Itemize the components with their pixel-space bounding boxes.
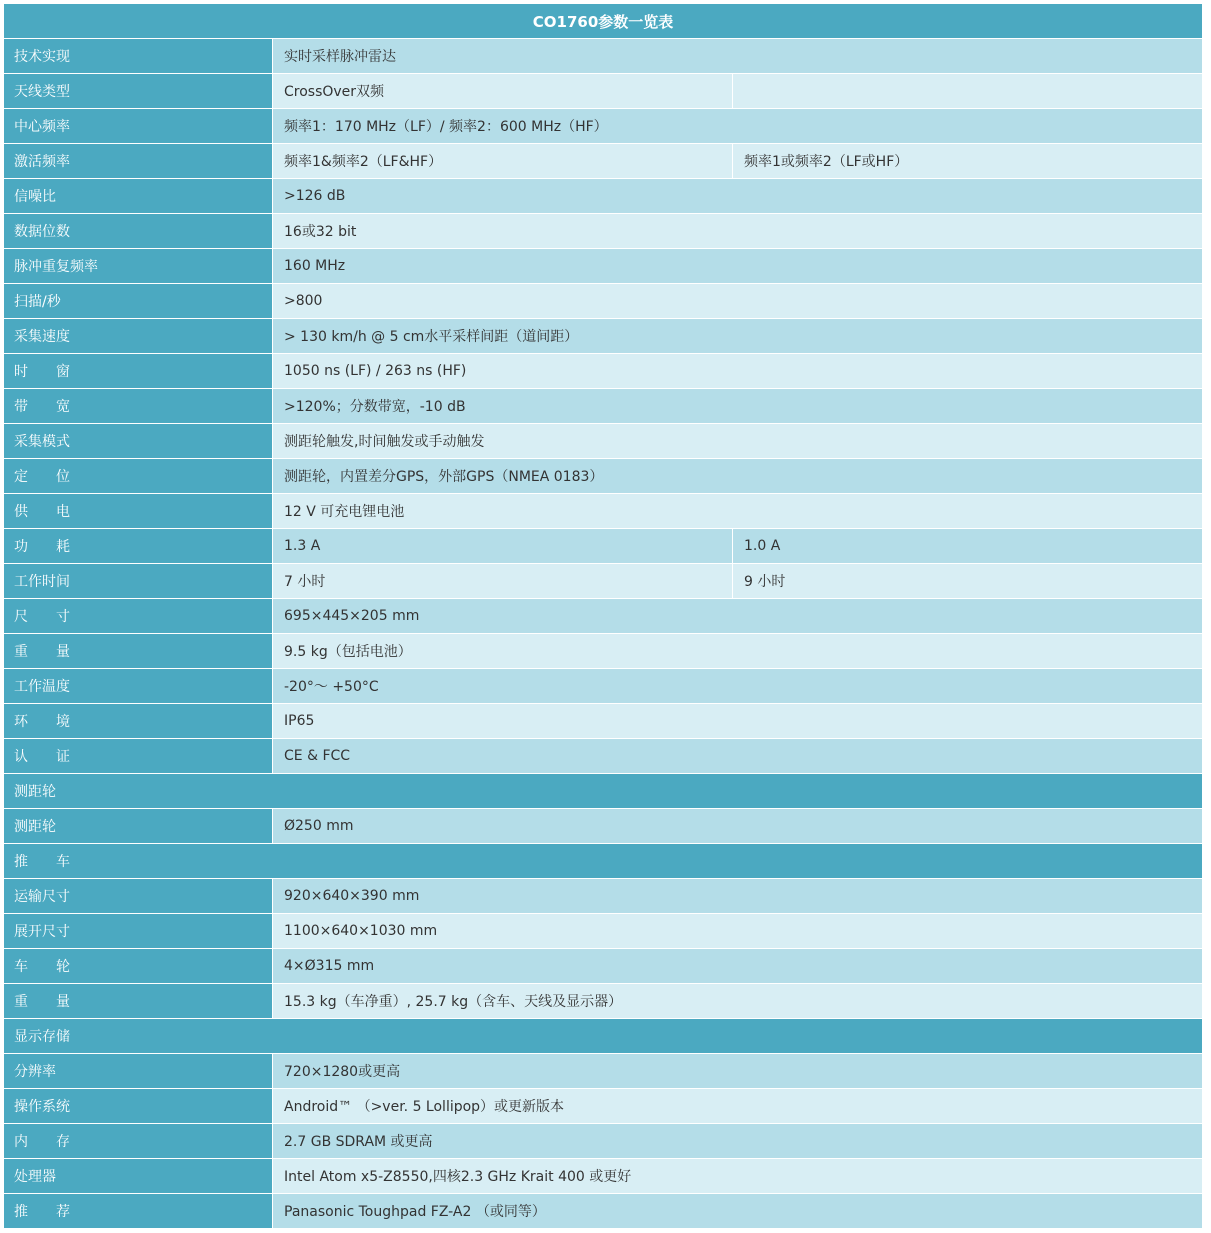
row-value: Panasonic Toughpad FZ-A2 （或同等） xyxy=(273,1194,1202,1229)
row-label: 信噪比 xyxy=(4,179,273,214)
section-row xyxy=(4,1019,1202,1054)
table-row xyxy=(4,109,1202,144)
row-label: 激活频率 xyxy=(4,144,273,179)
row-label: 车 轮 xyxy=(4,949,273,984)
section-heading: 测距轮 xyxy=(4,774,1202,809)
table-title-row xyxy=(4,4,1202,39)
table-row xyxy=(4,914,1202,949)
table-row xyxy=(4,144,1202,179)
row-value: 测距轮触发,时间触发或手动触发 xyxy=(273,424,1202,459)
row-label: 采集模式 xyxy=(4,424,273,459)
table-row xyxy=(4,879,1202,914)
table-row xyxy=(4,669,1202,704)
row-value: 695×445×205 mm xyxy=(273,599,1202,634)
row-label: 分辨率 xyxy=(4,1054,273,1089)
table-title: CO1760参数一览表 xyxy=(4,4,1202,39)
table-row xyxy=(4,424,1202,459)
row-label: 测距轮 xyxy=(4,809,273,844)
row-value: > 130 km/h @ 5 cm水平采样间距（道间距） xyxy=(273,319,1202,354)
table-row xyxy=(4,704,1202,739)
table-row xyxy=(4,39,1202,74)
section-row xyxy=(4,844,1202,879)
row-value-secondary: 1.0 A xyxy=(733,529,1202,564)
row-value: 4×Ø315 mm xyxy=(273,949,1202,984)
table-row xyxy=(4,1194,1202,1229)
row-label: 供 电 xyxy=(4,494,273,529)
row-label: 内 存 xyxy=(4,1124,273,1159)
table-row xyxy=(4,74,1202,109)
table-row xyxy=(4,354,1202,389)
row-value: 1050 ns (LF) / 263 ns (HF) xyxy=(273,354,1202,389)
table-row xyxy=(4,634,1202,669)
row-label: 处理器 xyxy=(4,1159,273,1194)
row-value-primary: 7 小时 xyxy=(273,564,733,599)
table-row xyxy=(4,1054,1202,1089)
row-label: 采集速度 xyxy=(4,319,273,354)
row-value: CE & FCC xyxy=(273,739,1202,774)
row-value: 频率1：170 MHz（LF）/ 频率2：600 MHz（HF） xyxy=(273,109,1202,144)
row-label: 带 宽 xyxy=(4,389,273,424)
row-label: 环 境 xyxy=(4,704,273,739)
row-value-primary: 1.3 A xyxy=(273,529,733,564)
row-value: 测距轮，内置差分GPS，外部GPS（NMEA 0183） xyxy=(273,459,1202,494)
table-row xyxy=(4,284,1202,319)
row-value: -20°～ +50°C xyxy=(273,669,1202,704)
row-label: 时 窗 xyxy=(4,354,273,389)
table-row xyxy=(4,1159,1202,1194)
row-value: 160 MHz xyxy=(273,249,1202,284)
section-row xyxy=(4,774,1202,809)
row-value: >126 dB xyxy=(273,179,1202,214)
table-row xyxy=(4,529,1202,564)
row-value: Intel Atom x5-Z8550,四核2.3 GHz Krait 400 或更好 xyxy=(273,1159,1202,1194)
row-label: 重 量 xyxy=(4,984,273,1019)
row-value: Android™ （>ver. 5 Lollipop）或更新版本 xyxy=(273,1089,1202,1124)
row-value: IP65 xyxy=(273,704,1202,739)
table-row xyxy=(4,739,1202,774)
row-value: 实时采样脉冲雷达 xyxy=(273,39,1202,74)
table-row xyxy=(4,809,1202,844)
table-row xyxy=(4,564,1202,599)
section-heading: 推 车 xyxy=(4,844,1202,879)
row-label: 操作系统 xyxy=(4,1089,273,1124)
row-value-secondary xyxy=(733,74,1202,109)
row-value: 2.7 GB SDRAM 或更高 xyxy=(273,1124,1202,1159)
row-label: 定 位 xyxy=(4,459,273,494)
row-label: 数据位数 xyxy=(4,214,273,249)
row-label: 技术实现 xyxy=(4,39,273,74)
table-row xyxy=(4,249,1202,284)
row-value: 9.5 kg（包括电池） xyxy=(273,634,1202,669)
row-value: 1100×640×1030 mm xyxy=(273,914,1202,949)
row-value-primary: CrossOver双频 xyxy=(273,74,733,109)
row-label: 工作时间 xyxy=(4,564,273,599)
table-row xyxy=(4,599,1202,634)
row-label: 尺 寸 xyxy=(4,599,273,634)
row-label: 扫描/秒 xyxy=(4,284,273,319)
row-value: 920×640×390 mm xyxy=(273,879,1202,914)
table-row xyxy=(4,494,1202,529)
table-row xyxy=(4,214,1202,249)
spec-table xyxy=(4,4,1202,1229)
row-value: 720×1280或更高 xyxy=(273,1054,1202,1089)
row-value-secondary: 9 小时 xyxy=(733,564,1202,599)
row-value: >120%；分数带宽，-10 dB xyxy=(273,389,1202,424)
table-row xyxy=(4,1124,1202,1159)
row-label: 重 量 xyxy=(4,634,273,669)
row-label: 运输尺寸 xyxy=(4,879,273,914)
row-value: 15.3 kg（车净重）, 25.7 kg（含车、天线及显示器） xyxy=(273,984,1202,1019)
table-row xyxy=(4,984,1202,1019)
table-row xyxy=(4,1089,1202,1124)
row-value-secondary: 频率1或频率2（LF或HF） xyxy=(733,144,1202,179)
row-label: 脉冲重复频率 xyxy=(4,249,273,284)
table-row xyxy=(4,319,1202,354)
table-row xyxy=(4,949,1202,984)
table-row xyxy=(4,459,1202,494)
row-value: >800 xyxy=(273,284,1202,319)
table-row xyxy=(4,179,1202,214)
row-label: 天线类型 xyxy=(4,74,273,109)
row-label: 工作温度 xyxy=(4,669,273,704)
row-label: 推 荐 xyxy=(4,1194,273,1229)
row-value-primary: 频率1&频率2（LF&HF） xyxy=(273,144,733,179)
row-label: 功 耗 xyxy=(4,529,273,564)
row-value: 16或32 bit xyxy=(273,214,1202,249)
row-label: 中心频率 xyxy=(4,109,273,144)
row-value: Ø250 mm xyxy=(273,809,1202,844)
row-value: 12 V 可充电锂电池 xyxy=(273,494,1202,529)
row-label: 展开尺寸 xyxy=(4,914,273,949)
section-heading: 显示存储 xyxy=(4,1019,1202,1054)
table-row xyxy=(4,389,1202,424)
row-label: 认 证 xyxy=(4,739,273,774)
